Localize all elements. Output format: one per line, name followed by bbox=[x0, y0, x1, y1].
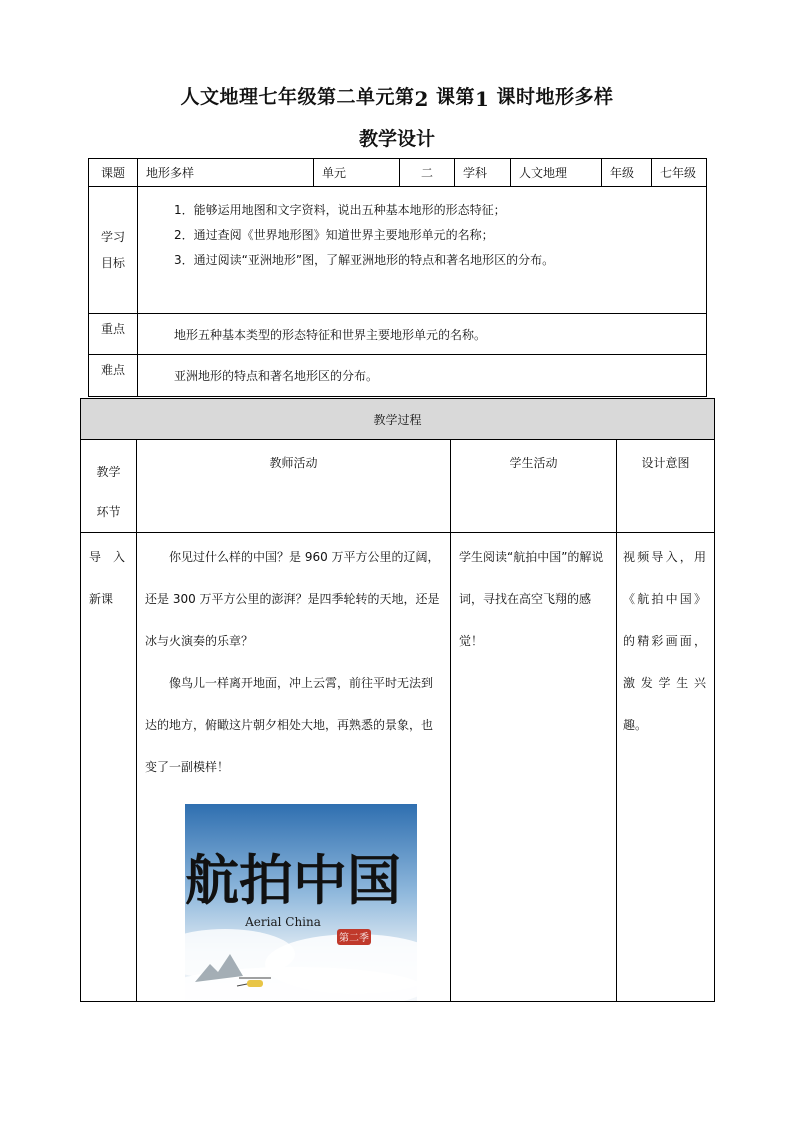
aerial-china-poster bbox=[185, 804, 417, 1001]
col-student: 学生活动 bbox=[451, 440, 617, 533]
key-points-label: 重点 bbox=[89, 314, 138, 355]
subject-label: 学科 bbox=[455, 159, 511, 187]
objective-item: 2．通过查阅《世界地形图》知道世界主要地形单元的名称； bbox=[174, 228, 494, 242]
objectives-label-line1: 学习 bbox=[100, 230, 125, 244]
col-stage bbox=[81, 440, 137, 533]
key-points-text: 地形五种基本类型的形态特征和世界主要地形单元的名称。 bbox=[138, 314, 707, 355]
process-columns-row bbox=[81, 440, 715, 533]
title-text-2: 课第 bbox=[428, 86, 475, 108]
objectives-label bbox=[89, 187, 138, 314]
title-lesson-number: 2 bbox=[414, 87, 429, 111]
difficulty-label: 难点 bbox=[89, 355, 138, 397]
unit-label: 单元 bbox=[314, 159, 400, 187]
process-header: 教学过程 bbox=[81, 399, 715, 440]
process-header-row bbox=[81, 399, 715, 440]
col-stage-line1: 教学 bbox=[96, 465, 121, 479]
student-activity: 学生阅读“航拍中国”的解说词，寻找在高空飞翔的感觉！ bbox=[451, 533, 617, 1002]
teacher-paragraph-2: 像鸟儿一样离开地面，冲上云霄，前往平时无法到达的地方，俯瞰这片朝夕相处大地，再熟悉的景象，也变了一副模样！ bbox=[145, 676, 434, 774]
poster-subtitle: Aerial China bbox=[245, 915, 321, 929]
unit-value: 二 bbox=[400, 159, 455, 187]
info-row bbox=[89, 159, 707, 187]
difficulty-text: 亚洲地形的特点和著名地形区的分布。 bbox=[138, 355, 707, 397]
title-text-3: 课时地形多样 bbox=[489, 86, 614, 108]
process-table bbox=[80, 398, 715, 1002]
grade-value: 七年级 bbox=[652, 159, 707, 187]
objectives-row bbox=[89, 187, 707, 314]
intro-row bbox=[81, 533, 715, 1002]
subject-value: 人文地理 bbox=[511, 159, 602, 187]
objectives-list bbox=[138, 187, 707, 314]
title-text-1: 人文地理七年级第二单元第 bbox=[180, 86, 415, 108]
design-intent: 视频导入，用《航拍中国》的精彩画面，激发学生兴趣。 bbox=[617, 533, 715, 1002]
teacher-activity bbox=[137, 533, 451, 1002]
objective-item: 1．能够运用地图和文字资料，说出五种基本地形的形态特征； bbox=[174, 203, 506, 217]
poster-seal-text: 第二季 bbox=[339, 933, 369, 944]
teacher-paragraph-1: 你见过什么样的中国？是 960 万平方公里的辽阔，还是 300 万平方公里的澎湃？是四季轮转的天地，还是冰与火演奏的乐章？ bbox=[145, 550, 440, 648]
title-period-number: 1 bbox=[475, 87, 490, 111]
key-points-row bbox=[89, 314, 707, 355]
intro-stage-line1: 导 入 bbox=[89, 550, 126, 564]
objectives-label-line2: 目标 bbox=[100, 256, 125, 270]
info-table bbox=[88, 158, 707, 397]
page-title bbox=[0, 82, 794, 109]
intro-stage bbox=[81, 533, 137, 1002]
grade-label: 年级 bbox=[602, 159, 652, 187]
intro-stage-line2: 新课 bbox=[89, 592, 114, 606]
col-teacher: 教师活动 bbox=[137, 440, 451, 533]
col-stage-line2: 环节 bbox=[96, 505, 121, 519]
col-design: 设计意图 bbox=[617, 440, 715, 533]
difficulty-row bbox=[89, 355, 707, 397]
objective-item: 3．通过阅读“亚洲地形”图，了解亚洲地形的特点和著名地形区的分布。 bbox=[174, 253, 555, 267]
topic-value: 地形多样 bbox=[138, 159, 314, 187]
topic-label: 课题 bbox=[89, 159, 138, 187]
poster-title: 航拍中国 bbox=[185, 848, 401, 912]
page-subtitle: 教学设计 bbox=[358, 128, 435, 150]
